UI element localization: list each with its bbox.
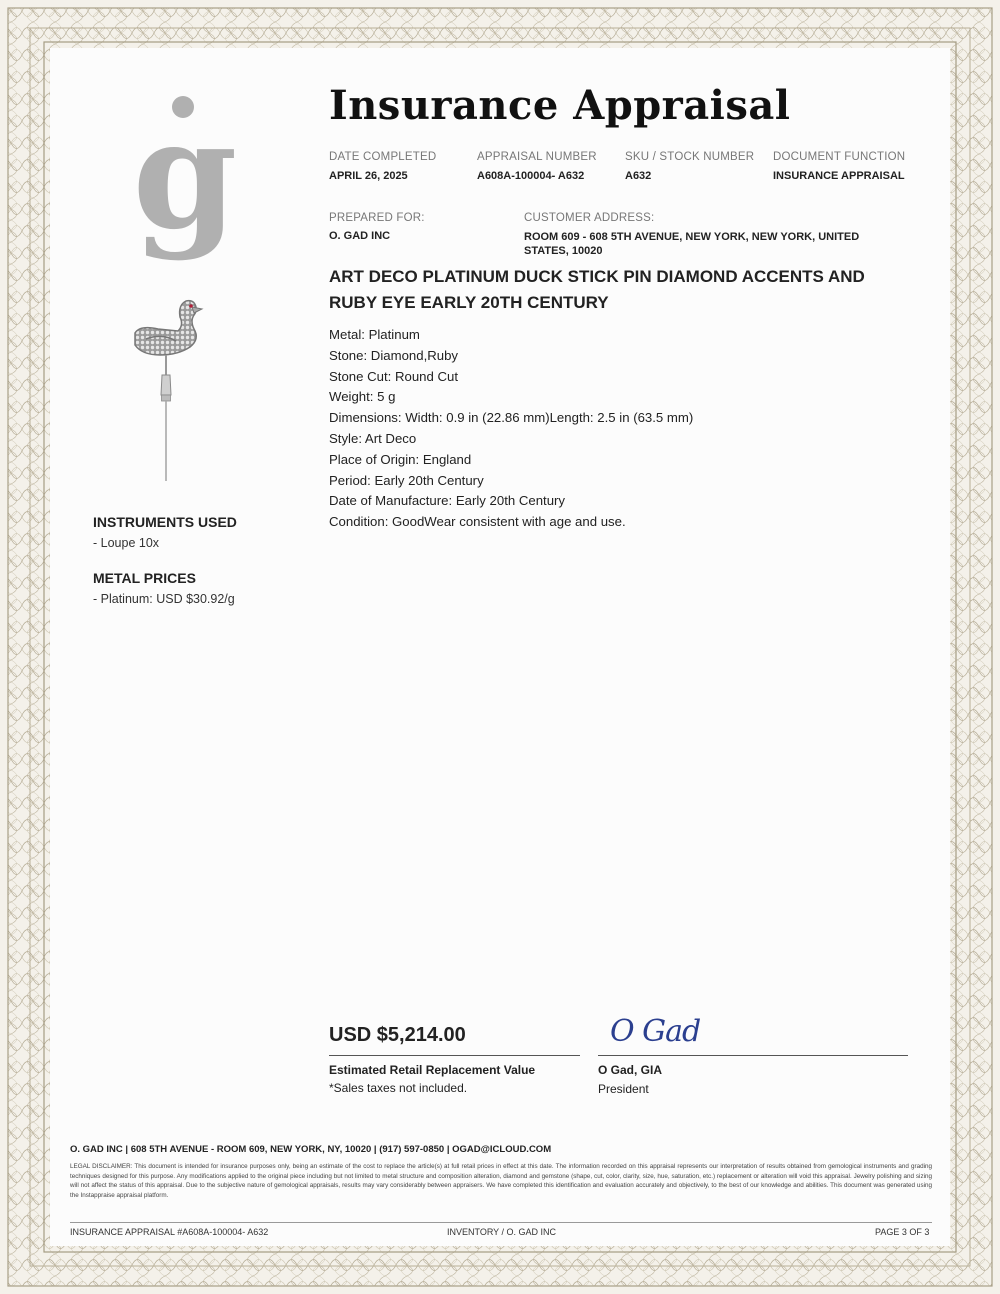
signer-role: President	[598, 1082, 649, 1096]
prepared-for-value: O. GAD INC	[329, 230, 391, 242]
appraisal-number-value: A608A-100004- A632	[477, 170, 585, 182]
customer-address-label: CUSTOMER ADDRESS:	[524, 212, 655, 224]
company-address: O. GAD INC | 608 5TH AVENUE - ROOM 609, NEW YORK, NY, 10020 | (917) 597-0850 | OGAD@ICLOUD.COM	[70, 1144, 552, 1155]
detail-line: Style: Art Deco	[329, 430, 417, 446]
metal-prices-heading: METAL PRICES	[93, 570, 196, 586]
customer-address-value: ROOM 609 - 608 5TH AVENUE, NEW YORK, NEW YORK, UNITED STATES, 10020	[524, 231, 860, 257]
company-logo-icon	[130, 92, 240, 272]
metal-prices-value: - Platinum: USD $30.92/g	[93, 592, 235, 606]
detail-line: Stone Cut: Round Cut	[329, 368, 459, 384]
tax-note: *Sales taxes not included.	[329, 1081, 468, 1095]
date-completed-label: DATE COMPLETED	[329, 151, 437, 163]
instruments-value: - Loupe 10x	[93, 536, 160, 550]
sku-label: SKU / STOCK NUMBER	[625, 151, 755, 163]
detail-line: Weight: 5 g	[329, 389, 396, 405]
detail-line: Condition: GoodWear consistent with age and use.	[329, 514, 626, 530]
value-rule	[329, 1055, 580, 1056]
detail-line: Place of Origin: England	[329, 451, 472, 467]
value-caption: Estimated Retail Replacement Value	[329, 1063, 536, 1077]
legal-disclaimer: LEGAL DISCLAIMER: This document is intended for insurance purposes only, being an estimate of the cost to replace the article(s) at full retail prices in effect at this date. The information recorded on this appraisal represents our interpretation of results obtained from gemological instruments and grading techniques designed for this purpose. Any modifications applied to the original piece including but not limited to metal structure and composition alteration, diamond and gemstone (shape, cut, color, clarity, size, hue, saturation, etc.) replacement or alteration will void this appraisal. Jewelry polishing and sizing will not affect the status of this appraisal. Due to the subjective nature of gemological appraisals, results may vary considerably between appraisers. We have completed this identification and evaluation accurately and objectively, to the best of our knowledge and abilities. This document was generated using the Instappraise appraisal platform.	[70, 1163, 932, 1199]
duck-stick-pin-image	[120, 295, 220, 485]
detail-line: Dimensions: Width: 0.9 in (22.86 mm)Length: 2.5 in (63.5 mm)	[329, 410, 694, 426]
date-completed-value: APRIL 26, 2025	[329, 170, 408, 182]
appraised-value: USD $5,214.00	[329, 1024, 466, 1046]
document-function-value: INSURANCE APPRAISAL	[773, 170, 905, 182]
prepared-for-label: PREPARED FOR:	[329, 212, 425, 224]
item-title: ART DECO PLATINUM DUCK STICK PIN DIAMOND ACCENTS AND RUBY EYE EARLY 20TH CENTURY	[329, 267, 865, 312]
document-title: Insurance Appraisal	[329, 82, 791, 129]
logo-letter: g	[132, 92, 238, 263]
detail-line: Date of Manufacture: Early 20th Century	[329, 493, 566, 509]
detail-line: Metal: Platinum	[329, 327, 420, 342]
instruments-heading: INSTRUMENTS USED	[93, 514, 237, 530]
signer-name: O Gad, GIA	[598, 1063, 663, 1077]
signature-script: O Gad	[610, 1014, 701, 1049]
appraisal-number-label: APPRAISAL NUMBER	[477, 151, 597, 163]
detail-line: Period: Early 20th Century	[329, 472, 484, 488]
detail-line: Stone: Diamond,Ruby	[329, 347, 459, 363]
signature-rule	[598, 1055, 908, 1056]
item-details	[329, 325, 899, 533]
document-function-label: DOCUMENT FUNCTION	[773, 151, 906, 163]
footer-left-ref: INSURANCE APPRAISAL #A608A-100004- A632	[70, 1227, 269, 1237]
page-number: PAGE 3 OF 3	[875, 1227, 930, 1237]
footer-rule	[70, 1222, 932, 1223]
sku-value: A632	[625, 170, 652, 182]
footer-center-ref: INVENTORY / O. GAD INC	[447, 1227, 557, 1237]
